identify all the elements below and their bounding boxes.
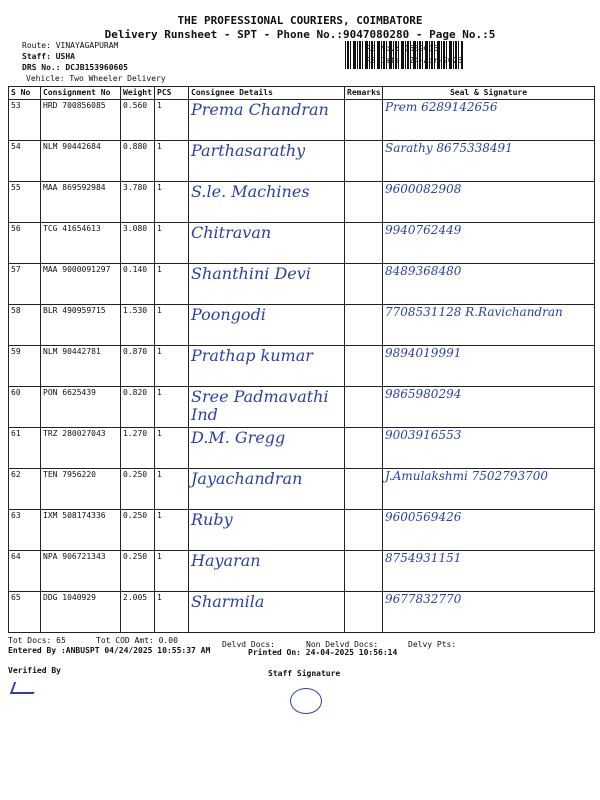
cell-pcs: 1 (155, 141, 189, 182)
cell-pcs: 1 (155, 510, 189, 551)
cell-pcs: 1 (155, 346, 189, 387)
cell-signature: 8754931151 (383, 551, 595, 592)
cell-weight: 0.140 (121, 264, 155, 305)
cell-weight: 0.250 (121, 469, 155, 510)
printed-on: Printed On: 24-04-2025 10:56:14 (248, 648, 398, 657)
staff-signature-mark (290, 688, 322, 714)
col-remarks: Remarks (345, 87, 383, 100)
cell-weight: 3.780 (121, 182, 155, 223)
cell-signature: 9940762449 (383, 223, 595, 264)
cell-consignee: Sree Padmavathi Ind (189, 387, 345, 428)
cell-remarks (345, 469, 383, 510)
cell-remarks (345, 510, 383, 551)
delivered-docs: Delvd Docs: (222, 640, 275, 649)
cell-sno: 64 (9, 551, 41, 592)
cell-weight: 0.560 (121, 100, 155, 141)
cell-weight: 1.270 (121, 428, 155, 469)
col-signature: Seal & Signature (383, 87, 595, 100)
cell-consignment: MAA 869592984 (41, 182, 121, 223)
cell-consignee: Sharmila (189, 592, 345, 633)
cell-signature: 9865980294 (383, 387, 595, 428)
cell-consignment: PON 6625439 (41, 387, 121, 428)
cell-remarks (345, 141, 383, 182)
cell-sno: 61 (9, 428, 41, 469)
cell-consignment: TEN 7956220 (41, 469, 121, 510)
cell-consignment: MAA 9000091297 (41, 264, 121, 305)
cell-remarks (345, 428, 383, 469)
cell-consignee: S.le. Machines (189, 182, 345, 223)
cell-weight: 1.530 (121, 305, 155, 346)
runsheet-table (8, 86, 595, 633)
cell-weight: 0.250 (121, 551, 155, 592)
cell-pcs: 1 (155, 469, 189, 510)
cell-pcs: 1 (155, 592, 189, 633)
cell-remarks (345, 223, 383, 264)
cell-signature: 9677832770 (383, 592, 595, 633)
cell-consignee: Chitravan (189, 223, 345, 264)
table-row (9, 100, 595, 141)
table-row (9, 469, 595, 510)
col-weight: Weight (121, 87, 155, 100)
table-row (9, 346, 595, 387)
staff-label: Staff: USHA (22, 52, 75, 61)
cell-consignee: Poongodi (189, 305, 345, 346)
table-row (9, 592, 595, 633)
cell-sno: 65 (9, 592, 41, 633)
non-delivered-docs: Non Delvd Docs: (306, 640, 379, 649)
delivery-points: Delvy Pts: (408, 640, 457, 649)
route-label: Route: VINAYAGAPURAM (22, 41, 119, 50)
cell-consignee: Parthasarathy (189, 141, 345, 182)
cell-pcs: 1 (155, 305, 189, 346)
cell-pcs: 1 (155, 428, 189, 469)
rs-date: RS Date: 24-Apr-2025 (366, 56, 463, 65)
entered-by: Entered By :ANBUSPT 04/24/2025 10:55:37 AM (8, 646, 211, 655)
col-pcs: PCS (155, 87, 189, 100)
cell-weight: 0.250 (121, 510, 155, 551)
cell-pcs: 1 (155, 551, 189, 592)
cell-consignee: Jayachandran (189, 469, 345, 510)
company-title: THE PROFESSIONAL COURIERS, COIMBATORE (177, 14, 423, 27)
runsheet-subtitle: Delivery Runsheet - SPT - Phone No.:9047080280 - Page No.:5 (104, 28, 496, 41)
cell-consignee: Prema Chandran (189, 100, 345, 141)
table-row (9, 141, 595, 182)
cell-sno: 53 (9, 100, 41, 141)
drs-number: DRS No.: DCJB153960605 (22, 63, 128, 72)
table-header-row (9, 87, 595, 100)
cell-remarks (345, 305, 383, 346)
cell-weight: 2.005 (121, 592, 155, 633)
table-row (9, 428, 595, 469)
table-row (9, 551, 595, 592)
staff-signature-label: Staff Signature (268, 669, 341, 678)
cell-remarks (345, 346, 383, 387)
table-row (9, 264, 595, 305)
cell-weight: 0.870 (121, 346, 155, 387)
table-row (9, 387, 595, 428)
cell-sno: 58 (9, 305, 41, 346)
cell-signature: J.Amulakshmi 7502793700 (383, 469, 595, 510)
cell-signature: 7708531128 R.Ravichandran (383, 305, 595, 346)
cell-sno: 63 (9, 510, 41, 551)
cell-weight: 3.080 (121, 223, 155, 264)
cell-signature: 9894019991 (383, 346, 595, 387)
cell-signature: 8489368480 (383, 264, 595, 305)
cell-signature: Sarathy 8675338491 (383, 141, 595, 182)
cell-pcs: 1 (155, 223, 189, 264)
cell-consignee: D.M. Gregg (189, 428, 345, 469)
table-row (9, 305, 595, 346)
cell-remarks (345, 551, 383, 592)
cell-pcs: 1 (155, 100, 189, 141)
col-sno: S No (9, 87, 41, 100)
cell-sno: 57 (9, 264, 41, 305)
table-row (9, 182, 595, 223)
col-consignment: Consignment No (41, 87, 121, 100)
cell-consignment: NPA 906721343 (41, 551, 121, 592)
cell-sno: 55 (9, 182, 41, 223)
cell-sno: 59 (9, 346, 41, 387)
cell-consignment: HRD 700856085 (41, 100, 121, 141)
cell-pcs: 1 (155, 264, 189, 305)
cell-signature: 9003916553 (383, 428, 595, 469)
col-consignee: Consignee Details (189, 87, 345, 100)
cell-signature: Prem 6289142656 (383, 100, 595, 141)
cell-consignment: DDG 1040929 (41, 592, 121, 633)
table-row (9, 223, 595, 264)
cell-sno: 56 (9, 223, 41, 264)
cell-consignee: Shanthini Devi (189, 264, 345, 305)
cell-remarks (345, 182, 383, 223)
verified-by-label: Verified By (8, 666, 61, 675)
cell-signature: 9600569426 (383, 510, 595, 551)
cell-consignment: BLR 490959715 (41, 305, 121, 346)
table-row (9, 510, 595, 551)
cell-weight: 0.820 (121, 387, 155, 428)
cell-sno: 54 (9, 141, 41, 182)
verified-signature-mark (10, 682, 38, 694)
cell-remarks (345, 264, 383, 305)
cell-consignment: IXM 508174336 (41, 510, 121, 551)
rs-number: RS No.: 1539606 (366, 44, 439, 53)
vehicle-label: Vehicle: Two Wheeler Delivery (26, 74, 166, 83)
cell-remarks (345, 592, 383, 633)
cell-consignee: Ruby (189, 510, 345, 551)
cell-consignee: Prathap kumar (189, 346, 345, 387)
cell-remarks (345, 387, 383, 428)
cell-pcs: 1 (155, 182, 189, 223)
cell-weight: 0.880 (121, 141, 155, 182)
cell-remarks (345, 100, 383, 141)
cell-consignee: Hayaran (189, 551, 345, 592)
cell-consignment: NLM 90442684 (41, 141, 121, 182)
cell-consignment: TCG 41654613 (41, 223, 121, 264)
cell-signature: 9600082908 (383, 182, 595, 223)
cell-pcs: 1 (155, 387, 189, 428)
cell-sno: 60 (9, 387, 41, 428)
cell-sno: 62 (9, 469, 41, 510)
total-cod-amount: Tot COD Amt: 0.00 (96, 636, 178, 645)
cell-consignment: NLM 90442781 (41, 346, 121, 387)
total-docs: Tot Docs: 65 (8, 636, 66, 645)
cell-consignment: TRZ 280027043 (41, 428, 121, 469)
